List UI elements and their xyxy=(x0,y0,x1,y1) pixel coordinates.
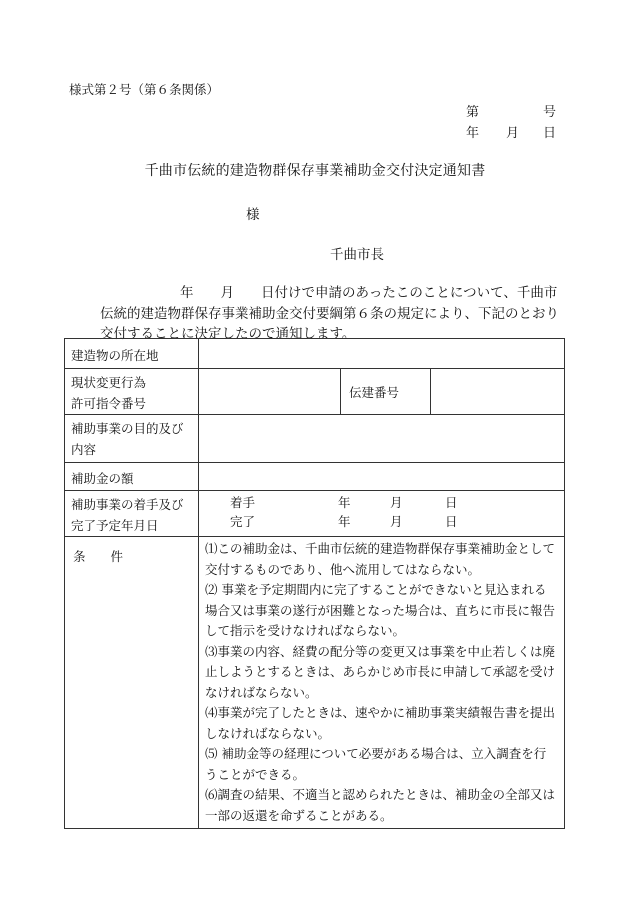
start-date-row xyxy=(205,493,558,512)
issue-date-month: 月 xyxy=(506,126,520,141)
table-row-amount xyxy=(65,463,565,491)
notice-body-line-3: 交付することに決定したので通知します。 xyxy=(100,326,356,342)
purpose-label-line-1: 補助事業の目的及び xyxy=(71,421,184,436)
location-label: 建造物の所在地 xyxy=(65,339,199,369)
addressee-honorific: 様 xyxy=(246,207,260,223)
permit-label-line-1: 現状変更行為 xyxy=(71,375,147,390)
amount-label: 補助金の額 xyxy=(65,463,199,491)
denken-number-value xyxy=(431,369,565,415)
table-row-purpose xyxy=(65,415,565,463)
end-date-row xyxy=(205,512,558,531)
condition-item: ⑴この補助金は、千曲市伝統的建造物群保存事業補助金として交付するものであり、他へ流用してはならない。 xyxy=(205,541,556,577)
document-number-label: 第 xyxy=(466,105,480,120)
conditions-list xyxy=(199,537,565,829)
form-number: 様式第２号（第６条関係） xyxy=(69,82,220,97)
document-title: 千曲市伝統的建造物群保存事業補助金交付決定通知書 xyxy=(144,163,486,179)
schedule-dates xyxy=(199,491,565,537)
purpose-label xyxy=(65,415,199,463)
table-row-location xyxy=(65,339,565,369)
schedule-label xyxy=(65,491,199,537)
schedule-label-line-2: 完了予定年月日 xyxy=(71,518,159,533)
start-year-unit: 年 xyxy=(338,495,351,510)
permit-number-value xyxy=(199,369,341,415)
denken-number-label: 伝建番号 xyxy=(341,369,431,415)
condition-item: ⑷事業が完了したときは、速やかに補助事業実績報告書を提出しなければならない。 xyxy=(205,705,556,741)
start-label: 着手 xyxy=(230,495,256,510)
issue-date-year: 年 xyxy=(466,126,480,141)
condition-item: ⑸ 補助金等の経理について必要がある場合は、立入調査を行うことができる。 xyxy=(205,746,547,782)
table-row-schedule xyxy=(65,491,565,537)
condition-item: ⑹調査の結果、不適当と認められたときは、補助金の全部又は一部の返還を命ずることがある。 xyxy=(205,787,556,823)
permit-label-line-2: 許可指令番号 xyxy=(71,396,147,411)
document-number-suffix: 号 xyxy=(543,105,557,120)
end-day-unit: 日 xyxy=(445,514,458,529)
notice-body-line-2: 伝統的建造物群保存事業補助金交付要綱第６条の規定により、下記のとおり xyxy=(100,306,559,322)
condition-item: ⑶事業の内容、経費の配分等の変更又は事業を中止若しくは廃止しようとするときは、あらかじめ市長に申請して承認を受けなければならない。 xyxy=(205,643,556,700)
end-month-unit: 月 xyxy=(390,514,403,529)
subsidy-details-table xyxy=(64,338,565,829)
conditions-label: 条 件 xyxy=(65,537,199,829)
location-value xyxy=(199,339,565,369)
purpose-value xyxy=(199,415,565,463)
start-day-unit: 日 xyxy=(445,495,458,510)
amount-value xyxy=(199,463,565,491)
condition-item: ⑵ 事業を予定期間内に完了することができないと見込まれる場合又は事業の遂行が困難となった場合は、直ちに市長に報告して指示を受けなければならない。 xyxy=(205,582,556,638)
purpose-label-line-2: 内容 xyxy=(71,442,97,457)
end-label: 完了 xyxy=(230,514,256,529)
notice-body-line-1: 年 月 日付けで申請のあったこのことについて、千曲市 xyxy=(180,285,558,301)
start-month-unit: 月 xyxy=(390,495,403,510)
table-row-conditions xyxy=(65,537,565,829)
schedule-label-line-1: 補助事業の着手及び xyxy=(71,497,184,512)
issue-date-day: 日 xyxy=(543,126,557,141)
issuer-name: 千曲市長 xyxy=(330,247,384,263)
end-year-unit: 年 xyxy=(338,514,351,529)
permit-label xyxy=(65,369,199,415)
table-row-permit xyxy=(65,369,565,415)
